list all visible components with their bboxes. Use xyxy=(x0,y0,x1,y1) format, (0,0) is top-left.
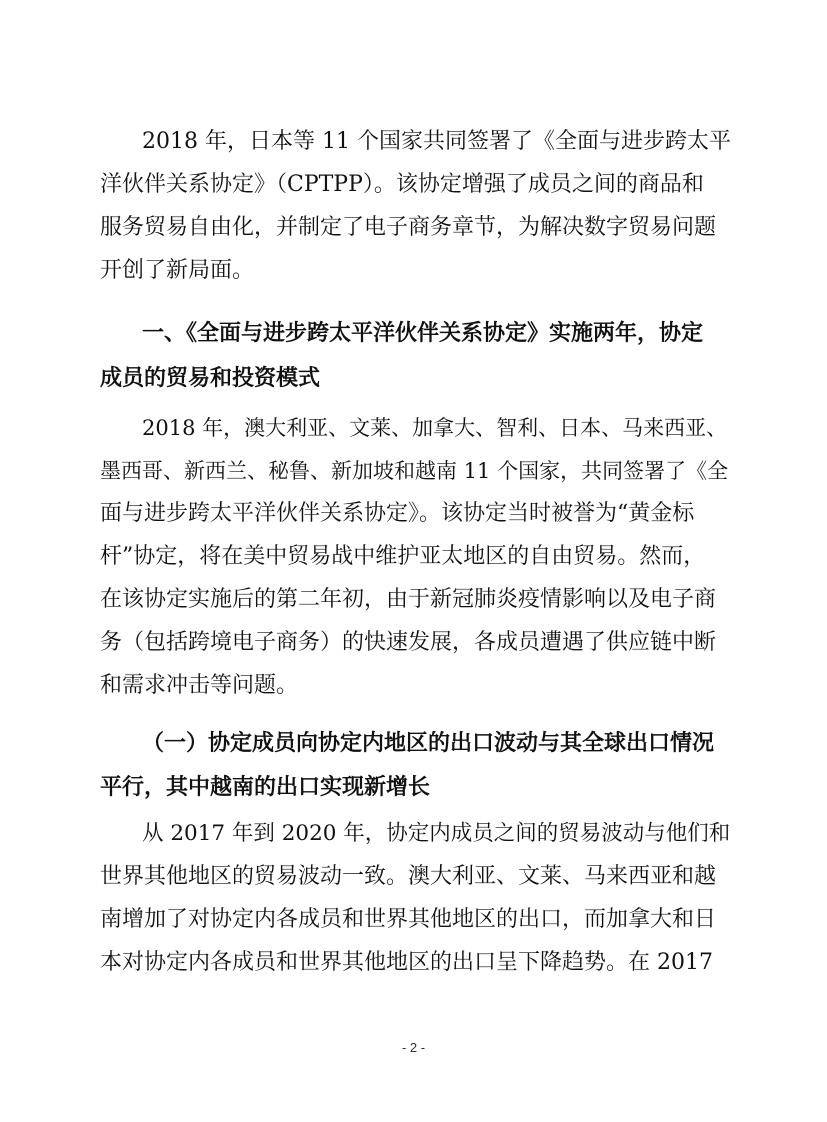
text-line: 世界其他地区的贸易波动一致。澳大利亚、文莱、马来西亚和越 xyxy=(100,864,717,889)
heading-line: 平行，其中越南的出口实现新增长 xyxy=(100,775,431,800)
text-line: 面与进步跨太平洋伙伴关系协定》。该协定当时被誉为“黄金标 xyxy=(100,501,695,526)
page-number: - 2 - xyxy=(401,1040,426,1055)
text-line: 洋伙伴关系协定》（CPTPP）。该协定增强了成员之间的商品和 xyxy=(100,172,704,197)
text-line: 2018 年，澳大利亚、文莱、加拿大、智利、日本、马来西亚、 xyxy=(142,416,728,440)
heading-line: （一）协定成员向协定内地区的出口波动与其全球出口情况 xyxy=(142,731,715,756)
text-line: 在该协定实施后的第二年初，由于新冠肺炎疫情影响以及电子商 xyxy=(100,587,717,612)
text-line: 服务贸易自由化，并制定了电子商务章节，为解决数字贸易问题 xyxy=(100,215,717,240)
text-line: 墨西哥、新西兰、秘鲁、新加坡和越南 11 个国家，共同签署了《全 xyxy=(100,459,729,483)
text-line: 从 2017 年到 2020 年，协定内成员之间的贸易波动与他们和 xyxy=(142,821,731,846)
text-line: 本对协定内各成员和世界其他地区的出口呈下降趋势。在 2017 xyxy=(100,950,713,975)
text-line: 杆”协定，将在美中贸易战中维护亚太地区的自由贸易。然而， xyxy=(100,544,706,569)
text-line: 务（包括跨境电子商务）的快速发展，各成员遭遇了供应链中断 xyxy=(100,630,717,655)
heading-line: 一、《全面与进步跨太平洋伙伴关系协定》实施两年，协定 xyxy=(142,321,704,346)
text-line: 和需求冲击等问题。 xyxy=(100,673,299,698)
text-line: 2018 年，日本等 11 个国家共同签署了《全面与进步跨太平 xyxy=(142,129,731,154)
heading-line: 成员的贸易和投资模式 xyxy=(100,366,321,391)
text-line: 开创了新局面。 xyxy=(100,258,255,283)
text-line: 南增加了对协定内各成员和世界其他地区的出口，而加拿大和日 xyxy=(100,907,717,932)
